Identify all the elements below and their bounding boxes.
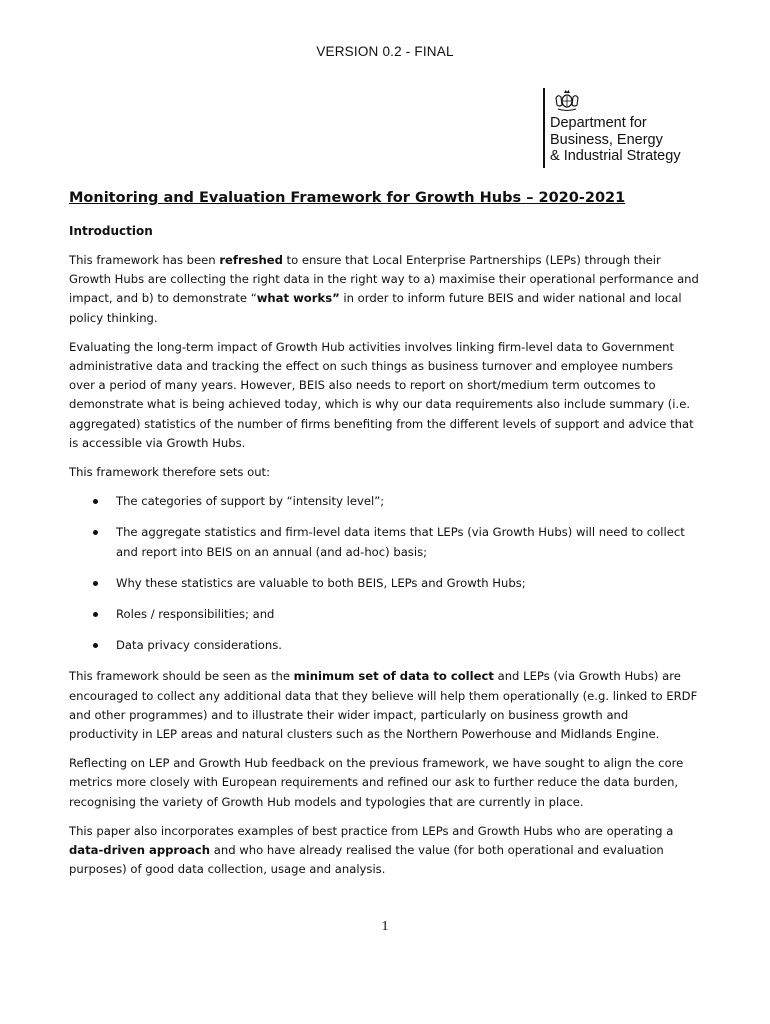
paragraph-sets-out: This framework therefore sets out: [69, 465, 271, 480]
paragraph-refreshed: This framework has been refreshed to ensure that Local Enterprise Partnerships (LEPs) through their Growth Hubs are collecting the right data in the right way to a) maximise their operational performance and impact, and b) to demonstrate “what works” in order to inform future BEIS and wider national and local policy thinking. [69, 253, 699, 325]
paragraph-minimum-set: This framework should be seen as the minimum set of data to collect and LEPs (via Growth Hubs) are encouraged to collect any additional data that they believe will help them operationally (e.g. linked to ERDF and other programmes) and to illustrate their wider impact, particularly on business growth and productivity in LEP areas and natural clusters such as the Northern Powerhouse and Midlands Engine. [69, 669, 698, 742]
paragraph-best-practice: This paper also incorporates examples of best practice from LEPs and Growth Hubs who are operating a data-driven approach and who have already realised the value (for both operational and evaluation purposes) of good data collection, usage and analysis. [69, 823, 674, 877]
paragraph-feedback: Reflecting on LEP and Growth Hub feedback on the previous framework, we have sought to align the core metrics more closely with European requirements and refined our ask to further reduce the data burden, recognising the variety of Growth Hub models and typologies that are currently in place. [69, 756, 684, 809]
list-item: The categories of support by “intensity level”; [69, 492, 701, 511]
list-item: Data privacy considerations. [69, 636, 701, 655]
logo-divider-bar [543, 88, 545, 168]
list-item: Why these statistics are valuable to both BEIS, LEPs and Growth Hubs; [69, 574, 701, 593]
paragraph-long-term-impact: Evaluating the long-term impact of Growth Hub activities involves linking firm-level data to Government administrative data and tracking the effect on such things as business turnover and employee numbers over a period of many years. However, BEIS also needs to report on short/medium term outcomes to demonstrate what is being achieved today, which is why our data requirements also include summary (i.e. aggregated) statistics of the number of firms benefiting from the different levels of support and advice that is accessible via Growth Hubs. [69, 339, 694, 450]
department-name-line-1: Department for [550, 115, 647, 131]
introduction-heading: Introduction [69, 224, 153, 238]
list-item: Roles / responsibilities; and [69, 605, 701, 624]
list-item: The aggregate statistics and firm-level data items that LEPs (via Growth Hubs) will need to collect and report into BEIS on an annual (and ad-hoc) basis; [69, 523, 701, 561]
department-name-line-2: Business, Energy [550, 131, 663, 148]
department-logo [541, 88, 711, 170]
document-body [69, 188, 701, 889]
document-title: Monitoring and Evaluation Framework for Growth Hubs – 2020-2021 [69, 190, 626, 206]
royal-arms-crest-icon [553, 88, 581, 112]
page-number: 1 [381, 919, 389, 934]
department-name [550, 115, 681, 165]
framework-contents-list [69, 492, 701, 655]
version-header: VERSION 0.2 - FINAL [316, 44, 454, 59]
department-name-line-3: & Industrial Strategy [550, 148, 681, 164]
